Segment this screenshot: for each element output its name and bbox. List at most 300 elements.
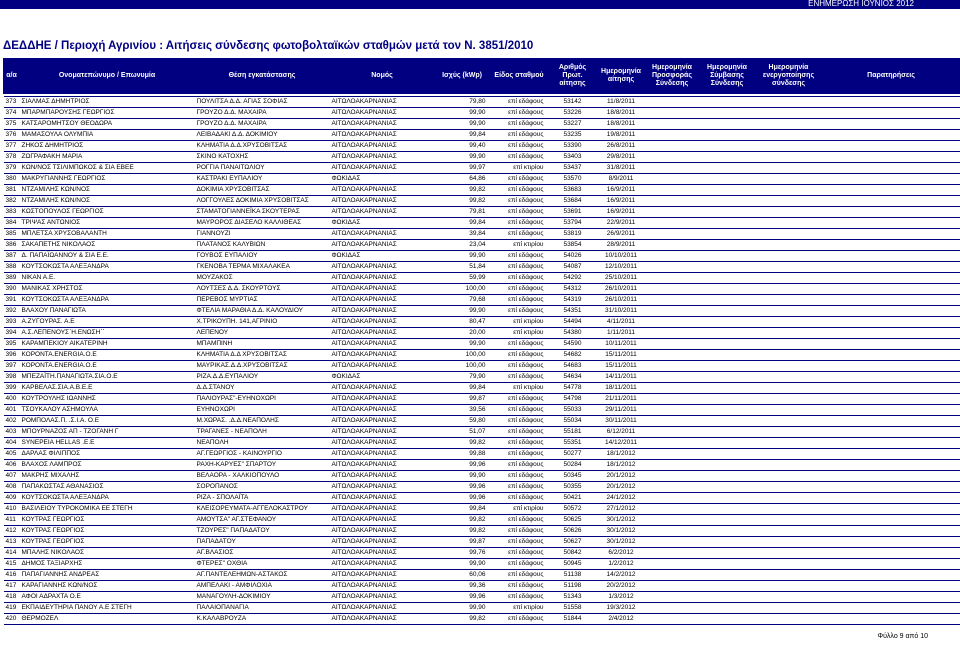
cell-station-type: επί εδάφους (490, 471, 549, 482)
cell-application-date: 29/8/2011 (597, 152, 646, 163)
table-row (4, 130, 960, 141)
cell-name: ΜΠΑΛΗΣ ΝΙΚΟΛΑΟΣ (20, 548, 195, 559)
cell-name: SYNEPEIA HELLAS .Ε.Ε (20, 438, 195, 449)
table-row (4, 394, 960, 405)
cell-empty (646, 108, 699, 119)
cell-aa: 416 (4, 570, 20, 581)
cell-empty (646, 152, 699, 163)
cell-application-date: 12/10/2011 (597, 262, 646, 273)
col-header-contract-date: Ημερομηνία Σύμβασης Σύνδεσης (699, 59, 756, 94)
cell-empty (646, 471, 699, 482)
cell-empty (756, 339, 822, 350)
cell-aa: 387 (4, 251, 20, 262)
cell-protocol: 54380 (549, 328, 597, 339)
cell-application-date: 20/2/2012 (597, 581, 646, 592)
cell-location: ΑΓ.ΓΕΩΡΓΙΟΣ - ΚΑΙΝΟΥΡΓΙΟ (195, 449, 330, 460)
cell-prefecture: ΑΙΤΩΛΟΑΚΑΡΝΑΝΙΑΣ (330, 152, 435, 163)
cell-protocol: 53691 (549, 207, 597, 218)
cell-empty (756, 460, 822, 471)
cell-empty (646, 614, 699, 625)
cell-empty (756, 614, 822, 625)
cell-empty (646, 174, 699, 185)
cell-station-type: επί εδάφους (490, 130, 549, 141)
col-header-application-date: Ημερομηνία αίτησης (597, 59, 646, 94)
cell-location: ΜΟΥΖΑΚΟΣ (195, 273, 330, 284)
cell-empty (699, 361, 756, 372)
cell-empty (699, 339, 756, 350)
cell-empty (646, 97, 699, 108)
cell-empty (699, 526, 756, 537)
page-number: Φύλλο 9 από 10 (877, 633, 928, 640)
cell-power: 99,82 (435, 185, 490, 196)
cell-empty (822, 460, 960, 471)
cell-application-date: 14/11/2011 (597, 372, 646, 383)
cell-prefecture: ΑΙΤΩΛΟΑΚΑΡΝΑΝΙΑΣ (330, 328, 435, 339)
cell-empty (756, 515, 822, 526)
cell-location: ΑΓ.ΠΑΝΤΕΛΕΗΜΩΝ-ΑΣΤΑΚΟΣ (195, 570, 330, 581)
cell-protocol: 50277 (549, 449, 597, 460)
cell-application-date: 19/8/2011 (597, 130, 646, 141)
cell-empty (646, 537, 699, 548)
cell-location: ΑΓ.ΒΛΑΣΙΟΣ (195, 548, 330, 559)
table-row (4, 229, 960, 240)
cell-protocol: 53683 (549, 185, 597, 196)
cell-power: 80,47 (435, 317, 490, 328)
cell-empty (822, 471, 960, 482)
cell-prefecture: ΑΙΤΩΛΟΑΚΑΡΝΑΝΙΑΣ (330, 306, 435, 317)
cell-location: ΓΡΟΥΖΟ Δ.Δ. ΜΑΧΑΙΡΑ (195, 119, 330, 130)
cell-name: ΚΑΡΑΓΙΑΝΝΗΣ ΚΩΝ/ΝΟΣ (20, 581, 195, 592)
table-row (4, 614, 960, 625)
cell-empty (822, 482, 960, 493)
cell-empty (822, 559, 960, 570)
cell-station-type: επί εδάφους (490, 361, 549, 372)
cell-power: 99,90 (435, 471, 490, 482)
cell-empty (699, 207, 756, 218)
cell-empty (646, 306, 699, 317)
cell-application-date: 8/9/2011 (597, 174, 646, 185)
cell-name: ΠΑΠΑΓΙΑΝΝΗΣ ΑΝΔΡΕΑΣ (20, 570, 195, 581)
cell-prefecture: ΑΙΤΩΛΟΑΚΑΡΝΑΝΙΑΣ (330, 493, 435, 504)
cell-application-date: 26/10/2011 (597, 284, 646, 295)
cell-station-type: επί εδάφους (490, 372, 549, 383)
cell-empty (822, 262, 960, 273)
cell-protocol: 54026 (549, 251, 597, 262)
table-row (4, 152, 960, 163)
cell-prefecture: ΑΙΤΩΛΟΑΚΑΡΝΑΝΙΑΣ (330, 559, 435, 570)
cell-empty (699, 416, 756, 427)
cell-station-type: επί κτιρίου (490, 240, 549, 251)
cell-empty (822, 361, 960, 372)
cell-aa: 390 (4, 284, 20, 295)
page-title: ΔΕΔΔΗΕ / Περιοχή Αγρινίου : Αιτήσεις σύνδεσης φωτοβολταϊκών σταθμών μετά τον Ν. 3851/2010 (3, 40, 534, 52)
cell-application-date: 28/9/2011 (597, 240, 646, 251)
cell-name: ΝΤΖΑΜΙΛΗΣ ΚΩΝ/ΝΟΣ (20, 185, 195, 196)
cell-empty (822, 229, 960, 240)
cell-protocol: 50284 (549, 460, 597, 471)
cell-aa: 400 (4, 394, 20, 405)
table-row (4, 482, 960, 493)
cell-name: ΕΚΠΑΙΔΕΥΤΗΡΙΑ ΠΑΝΟΥ Α.Ε ΣΤΕΓΗ (20, 603, 195, 614)
cell-location: ΓΙΑΝΝΟΥΖΙ (195, 229, 330, 240)
cell-prefecture: ΑΙΤΩΛΟΑΚΑΡΝΑΝΙΑΣ (330, 614, 435, 625)
cell-empty (646, 449, 699, 460)
applications-table (3, 58, 960, 625)
cell-power: 100,00 (435, 361, 490, 372)
cell-empty (699, 570, 756, 581)
cell-aa: 379 (4, 163, 20, 174)
cell-empty (699, 460, 756, 471)
cell-empty (822, 537, 960, 548)
cell-protocol: 50945 (549, 559, 597, 570)
cell-aa: 386 (4, 240, 20, 251)
cell-aa: 394 (4, 328, 20, 339)
cell-empty (756, 229, 822, 240)
cell-prefecture: ΑΙΤΩΛΟΑΚΑΡΝΑΝΙΑΣ (330, 196, 435, 207)
cell-power: 79,81 (435, 207, 490, 218)
cell-power: 60,06 (435, 570, 490, 581)
cell-empty (756, 581, 822, 592)
cell-power: 99,90 (435, 108, 490, 119)
cell-empty (756, 548, 822, 559)
cell-empty (822, 438, 960, 449)
cell-application-date: 22/9/2011 (597, 218, 646, 229)
cell-empty (756, 317, 822, 328)
cell-protocol: 50355 (549, 482, 597, 493)
cell-name: ΔΑΡΛΑΣ ΦΙΛΙΠΠΟΣ (20, 449, 195, 460)
cell-application-date: 26/9/2011 (597, 229, 646, 240)
cell-application-date: 24/1/2012 (597, 493, 646, 504)
cell-empty (756, 603, 822, 614)
cell-power: 79,90 (435, 372, 490, 383)
col-header-power: Ισχύς (kWp) (435, 59, 490, 94)
cell-power: 99,90 (435, 603, 490, 614)
cell-empty (822, 141, 960, 152)
cell-empty (822, 317, 960, 328)
cell-location: ΠΑΛΑΙΟΠΑΝΑΓΙΑ (195, 603, 330, 614)
cell-protocol: 50421 (549, 493, 597, 504)
cell-name: ΚΟΥΤΡΑΣ ΓΕΩΡΓΙΟΣ (20, 537, 195, 548)
cell-prefecture: ΑΙΤΩΛΟΑΚΑΡΝΑΝΙΑΣ (330, 394, 435, 405)
cell-empty (646, 570, 699, 581)
cell-empty (822, 174, 960, 185)
cell-empty (756, 295, 822, 306)
cell-empty (756, 196, 822, 207)
cell-name: ΖΩΓΡΑΦΑΚΗ ΜΑΡΙΑ (20, 152, 195, 163)
cell-location: ΤΡΑΓΑΝΕΣ - ΝΕΑΠΟΛΗ (195, 427, 330, 438)
cell-empty (756, 152, 822, 163)
cell-location: ΔΟΚΙΜΙΑ ΧΡΥΣΟΒΙΤΣΑΣ (195, 185, 330, 196)
cell-empty (699, 581, 756, 592)
cell-empty (646, 262, 699, 273)
cell-station-type: επί εδάφους (490, 394, 549, 405)
cell-aa: 414 (4, 548, 20, 559)
cell-empty (822, 273, 960, 284)
cell-prefecture: ΦΩΚΙΔΑΣ (330, 174, 435, 185)
cell-power: 59,99 (435, 273, 490, 284)
cell-empty (822, 185, 960, 196)
table-row (4, 339, 960, 350)
cell-empty (699, 229, 756, 240)
cell-power: 99,84 (435, 504, 490, 515)
cell-empty (699, 141, 756, 152)
cell-name: ΚΑΡΒΕΛΑΣ.ΣΙΑ.Α.Β.Ε.Ε (20, 383, 195, 394)
cell-name: ΒΛΑΧΟΣ ΛΑΜΠΡΟΣ (20, 460, 195, 471)
cell-application-date: 27/1/2012 (597, 504, 646, 515)
cell-empty (756, 383, 822, 394)
cell-protocol: 55351 (549, 438, 597, 449)
cell-name: ΜΠΑΡΜΠΑΡΟΥΣΗΣ ΓΕΩΡΓΙΟΣ (20, 108, 195, 119)
cell-application-date: 31/8/2011 (597, 163, 646, 174)
cell-protocol: 53142 (549, 97, 597, 108)
cell-empty (822, 350, 960, 361)
cell-station-type: επί εδάφους (490, 482, 549, 493)
cell-aa: 392 (4, 306, 20, 317)
cell-empty (699, 119, 756, 130)
cell-application-date: 18/1/2012 (597, 449, 646, 460)
cell-protocol: 54798 (549, 394, 597, 405)
cell-station-type: επί εδάφους (490, 207, 549, 218)
cell-location: ΚΛΗΜΑΤΙΑ Δ.Δ ΧΡΥΣΟΒΙΤΣΑΣ (195, 350, 330, 361)
cell-name: ΜΑΜΑΣΟΥΛΑ ΟΛΥΜΠΙΑ (20, 130, 195, 141)
cell-empty (699, 328, 756, 339)
cell-application-date: 18/1/2012 (597, 460, 646, 471)
cell-power: 99,36 (435, 581, 490, 592)
cell-prefecture: ΑΙΤΩΛΟΑΚΑΡΝΑΝΙΑΣ (330, 97, 435, 108)
cell-empty (699, 438, 756, 449)
cell-empty (756, 273, 822, 284)
cell-power: 99,90 (435, 339, 490, 350)
cell-aa: 381 (4, 185, 20, 196)
cell-empty (646, 196, 699, 207)
cell-empty (756, 207, 822, 218)
cell-power: 99,87 (435, 394, 490, 405)
cell-station-type: επί εδάφους (490, 559, 549, 570)
table-row (4, 504, 960, 515)
cell-prefecture: ΑΙΤΩΛΟΑΚΑΡΝΑΝΙΑΣ (330, 295, 435, 306)
cell-aa: 382 (4, 196, 20, 207)
cell-power: 99,82 (435, 614, 490, 625)
cell-station-type: επί κτιρίου (490, 603, 549, 614)
cell-empty (756, 185, 822, 196)
cell-aa: 403 (4, 427, 20, 438)
cell-application-date: 19/3/2012 (597, 603, 646, 614)
cell-aa: 388 (4, 262, 20, 273)
cell-empty (646, 383, 699, 394)
table-row (4, 570, 960, 581)
cell-station-type: επί εδάφους (490, 416, 549, 427)
cell-name: ΚΟΥΤΣΟΚΩΣΤΑ ΑΛΕΞΑΝΔΡΑ (20, 493, 195, 504)
cell-empty (699, 405, 756, 416)
cell-empty (756, 526, 822, 537)
cell-name: ΚΟΡΟΝΤΑ.ENERGIA.Ο.Ε (20, 350, 195, 361)
table-row (4, 548, 960, 559)
cell-name: ΡΟΜΠΟΛΑΣ.Π. .Σ.Ι.Α. Ο.Ε (20, 416, 195, 427)
cell-application-date: 6/12/2011 (597, 427, 646, 438)
cell-location: ΛΕΠΕΝΟΥ (195, 328, 330, 339)
col-header-activation-date: Ημερομηνία ενεργοποίησης σύνδεσης (756, 59, 822, 94)
cell-prefecture: ΑΙΤΩΛΟΑΚΑΡΝΑΝΙΑΣ (330, 438, 435, 449)
cell-empty (646, 163, 699, 174)
cell-protocol: 54319 (549, 295, 597, 306)
cell-empty (646, 361, 699, 372)
cell-protocol: 54682 (549, 350, 597, 361)
cell-station-type: επί κτιρίου (490, 328, 549, 339)
cell-location: ΦΤΕΛΙΑ ΜΑΡΑΘΙΑ Δ.Δ. ΚΑΛΟΥΔΙΟΥ (195, 306, 330, 317)
cell-prefecture: ΑΙΤΩΛΟΑΚΑΡΝΑΝΙΑΣ (330, 339, 435, 350)
cell-aa: 378 (4, 152, 20, 163)
cell-station-type: επί εδάφους (490, 251, 549, 262)
cell-name: ΝΙΚΑΝ Α.Ε. (20, 273, 195, 284)
cell-empty (756, 372, 822, 383)
cell-location: ΑΜΟΥΤΣΑ" ΑΓ.ΣΤΕΦΑΝΟΥ (195, 515, 330, 526)
cell-empty (699, 383, 756, 394)
cell-location: ΓΟΥΒΟΣ ΕΥΠΑΛΙΟΥ (195, 251, 330, 262)
cell-protocol: 53226 (549, 108, 597, 119)
cell-application-date: 4/11/2011 (597, 317, 646, 328)
cell-empty (646, 482, 699, 493)
cell-prefecture: ΑΙΤΩΛΟΑΚΑΡΝΑΝΙΑΣ (330, 350, 435, 361)
cell-name: ΤΡΙΨΑΣ ΑΝΤΩΝΙΟΣ (20, 218, 195, 229)
cell-empty (822, 372, 960, 383)
cell-power: 20,00 (435, 328, 490, 339)
cell-power: 99,84 (435, 130, 490, 141)
cell-empty (756, 504, 822, 515)
cell-prefecture: ΑΙΤΩΛΟΑΚΑΡΝΑΝΙΑΣ (330, 416, 435, 427)
cell-name: ΚΑΤΣΑΡΟΜΗΤΣΟΥ ΘΕΟΔΩΡΑ (20, 119, 195, 130)
cell-prefecture: ΑΙΤΩΛΟΑΚΑΡΝΑΝΙΑΣ (330, 460, 435, 471)
cell-power: 99,84 (435, 218, 490, 229)
cell-location: ΣΟΡΟΠΑΝΟΣ (195, 482, 330, 493)
cell-name: ΚΟΥΤΡΑΣ ΓΕΩΡΓΙΟΣ (20, 515, 195, 526)
cell-empty (699, 97, 756, 108)
cell-prefecture: ΑΙΤΩΛΟΑΚΑΡΝΑΝΙΑΣ (330, 273, 435, 284)
cell-location: ΛΟΥΤΣΕΣ Δ.Δ. ΣΚΟΥΡΤΟΥΣ (195, 284, 330, 295)
cell-empty (699, 394, 756, 405)
cell-location: ΚΛΗΜΑΤΙΑ Δ.Δ.ΧΡΥΣΟΒΙΤΣΑΣ (195, 141, 330, 152)
table-row (4, 526, 960, 537)
cell-power: 99,96 (435, 493, 490, 504)
cell-aa: 393 (4, 317, 20, 328)
cell-location: ΒΕΛΑΟΡΑ - ΧΑΛΚΙΟΠΟΥΛΟ (195, 471, 330, 482)
col-header-station-type: Είδος σταθμού (490, 59, 549, 94)
cell-location: ΑΜΠΕΛΑΚΙ - ΑΜΦΙΛΟΧΙΑ (195, 581, 330, 592)
cell-empty (699, 174, 756, 185)
table-row (4, 493, 960, 504)
cell-location: Κ.ΚΑΛΑΒΡΟΥΖΑ (195, 614, 330, 625)
cell-protocol: 51558 (549, 603, 597, 614)
cell-protocol: 55181 (549, 427, 597, 438)
cell-empty (646, 504, 699, 515)
cell-prefecture: ΑΙΤΩΛΟΑΚΑΡΝΑΝΙΑΣ (330, 317, 435, 328)
cell-power: 99,82 (435, 438, 490, 449)
cell-empty (699, 163, 756, 174)
cell-empty (646, 229, 699, 240)
cell-location: ΡΙΖΑ.Δ.Δ.ΕΥΠΑΛΙΟΥ (195, 372, 330, 383)
cell-application-date: 1/2/2012 (597, 559, 646, 570)
cell-aa: 407 (4, 471, 20, 482)
cell-empty (699, 240, 756, 251)
table-row (4, 350, 960, 361)
cell-name: ΚΑΡΑΜΠΕΚΙΟΥ ΑΙΚΑΤΕΡΙΝΗ (20, 339, 195, 350)
cell-aa: 409 (4, 493, 20, 504)
table-row (4, 328, 960, 339)
cell-empty (822, 152, 960, 163)
cell-empty (756, 416, 822, 427)
cell-location: ΠΑΛΙΟΥΡΑΣ"-ΕΥΗΝΟΧΩΡΙ (195, 394, 330, 405)
table-row (4, 581, 960, 592)
cell-aa: 398 (4, 372, 20, 383)
table-body (4, 94, 960, 625)
cell-empty (646, 185, 699, 196)
cell-empty (699, 427, 756, 438)
cell-empty (699, 108, 756, 119)
cell-power: 99,40 (435, 141, 490, 152)
cell-empty (646, 295, 699, 306)
cell-empty (699, 273, 756, 284)
cell-prefecture: ΑΙΤΩΛΟΑΚΑΡΝΑΝΙΑΣ (330, 119, 435, 130)
table-row (4, 207, 960, 218)
table-row (4, 383, 960, 394)
cell-application-date: 16/9/2011 (597, 207, 646, 218)
cell-application-date: 14/2/2012 (597, 570, 646, 581)
cell-empty (756, 108, 822, 119)
cell-empty (822, 97, 960, 108)
cell-empty (756, 570, 822, 581)
cell-location: ΚΛΕΙΣΟΡΕΥΜΑΤΑ-ΑΓΓΕΛΟΚΑΣΤΡΟΥ (195, 504, 330, 515)
table-row (4, 119, 960, 130)
cell-protocol: 53235 (549, 130, 597, 141)
cell-empty (756, 405, 822, 416)
cell-empty (756, 240, 822, 251)
cell-empty (646, 218, 699, 229)
cell-empty (646, 526, 699, 537)
cell-power: 99,76 (435, 548, 490, 559)
table-row (4, 174, 960, 185)
cell-location: ΦΤΕΡΕΣ" ΟΧΘΙΑ (195, 559, 330, 570)
cell-empty (756, 592, 822, 603)
cell-empty (646, 515, 699, 526)
cell-location: ΓΚΕΝΟΒΑ ΤΕΡΜΑ ΜΙΧΑΛΑΚΕΑ (195, 262, 330, 273)
cell-empty (756, 262, 822, 273)
cell-name: ΜΑΚΡΗΣ ΜΙΧΑΛΗΣ (20, 471, 195, 482)
cell-empty (822, 328, 960, 339)
col-header-protocol: Αριθμός Πρωτ. αίτησης (549, 59, 597, 94)
cell-empty (646, 372, 699, 383)
table-row (4, 185, 960, 196)
table-row (4, 141, 960, 152)
cell-application-date: 10/10/2011 (597, 251, 646, 262)
cell-aa: 412 (4, 526, 20, 537)
cell-empty (756, 306, 822, 317)
cell-empty (822, 515, 960, 526)
table-row (4, 449, 960, 460)
cell-station-type: επί εδάφους (490, 306, 549, 317)
cell-application-date: 26/10/2011 (597, 295, 646, 306)
cell-power: 39,84 (435, 229, 490, 240)
cell-empty (756, 482, 822, 493)
cell-empty (756, 251, 822, 262)
cell-name: ΑΦΟΙ ΑΔΡΑΧΤΑ Ο.Ε (20, 592, 195, 603)
cell-prefecture: ΑΙΤΩΛΟΑΚΑΡΝΑΝΙΑΣ (330, 163, 435, 174)
cell-name: Δ. ΠΑΠΑΪΩΑΝΝΟΥ & ΣΙΑ Ε.Ε. (20, 251, 195, 262)
cell-station-type: επί εδάφους (490, 526, 549, 537)
cell-prefecture: ΑΙΤΩΛΟΑΚΑΡΝΑΝΙΑΣ (330, 570, 435, 581)
cell-station-type: επί εδάφους (490, 196, 549, 207)
cell-application-date: 16/9/2011 (597, 196, 646, 207)
cell-application-date: 26/8/2011 (597, 141, 646, 152)
cell-prefecture: ΑΙΤΩΛΟΑΚΑΡΝΑΝΙΑΣ (330, 592, 435, 603)
